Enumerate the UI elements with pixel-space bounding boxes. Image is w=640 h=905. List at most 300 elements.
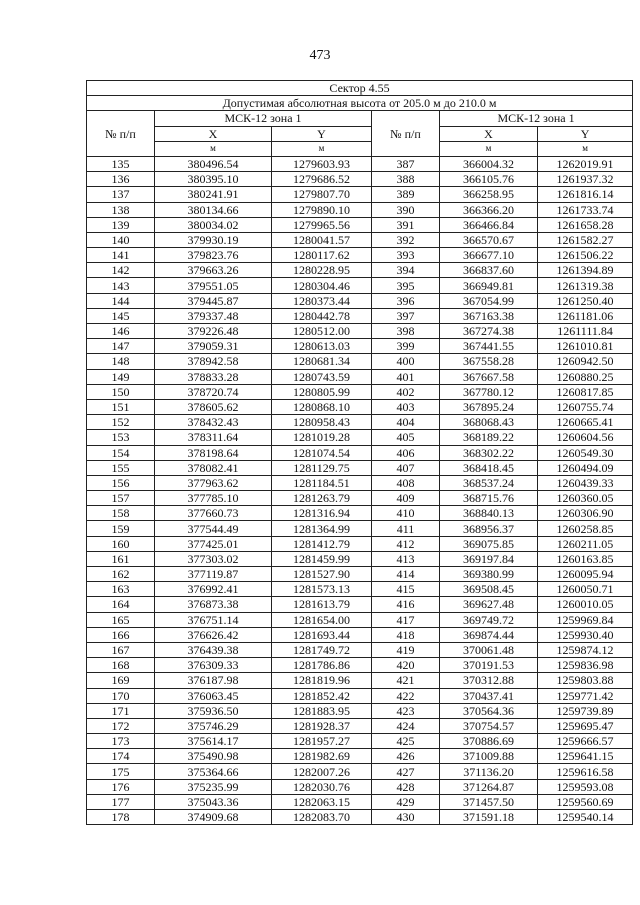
x-value-left: 375490.98 xyxy=(155,749,272,764)
y-value-left: 1281693.44 xyxy=(272,627,372,642)
x-value-right: 370886.69 xyxy=(440,734,538,749)
y-value-left: 1281412.79 xyxy=(272,536,372,551)
point-number-left: 177 xyxy=(87,794,155,809)
point-number-right: 424 xyxy=(372,718,440,733)
x-value-right: 368715.76 xyxy=(440,491,538,506)
table-row xyxy=(87,156,633,171)
point-number-left: 155 xyxy=(87,460,155,475)
point-number-left: 144 xyxy=(87,293,155,308)
y-value-right: 1261816.14 xyxy=(538,187,633,202)
x-value-right: 366004.32 xyxy=(440,156,538,171)
y-value-left: 1282063.15 xyxy=(272,794,372,809)
point-number-right: 399 xyxy=(372,339,440,354)
y-value-left: 1281749.72 xyxy=(272,642,372,657)
point-number-left: 143 xyxy=(87,278,155,293)
y-value-left: 1280743.59 xyxy=(272,369,372,384)
point-number-right: 404 xyxy=(372,415,440,430)
point-number-left: 169 xyxy=(87,673,155,688)
y-value-left: 1282007.26 xyxy=(272,764,372,779)
x-value-left: 379663.26 xyxy=(155,263,272,278)
point-number-right: 394 xyxy=(372,263,440,278)
point-number-right: 400 xyxy=(372,354,440,369)
table-row xyxy=(87,688,633,703)
y-value-right: 1260050.71 xyxy=(538,582,633,597)
point-number-right: 411 xyxy=(372,521,440,536)
x-value-right: 367895.24 xyxy=(440,399,538,414)
x-value-right: 370564.36 xyxy=(440,703,538,718)
x-value-right: 371457.50 xyxy=(440,794,538,809)
y-value-right: 1259930.40 xyxy=(538,627,633,642)
point-number-right: 407 xyxy=(372,460,440,475)
point-number-right: 425 xyxy=(372,734,440,749)
x-value-left: 378833.28 xyxy=(155,369,272,384)
table-row xyxy=(87,384,633,399)
point-number-right: 417 xyxy=(372,612,440,627)
point-number-left: 160 xyxy=(87,536,155,551)
y-value-left: 1279807.70 xyxy=(272,187,372,202)
x-value-right: 366105.76 xyxy=(440,172,538,187)
x-value-right: 366677.10 xyxy=(440,248,538,263)
point-number-right: 408 xyxy=(372,475,440,490)
x-value-left: 379930.19 xyxy=(155,232,272,247)
x-value-right: 370191.53 xyxy=(440,658,538,673)
table-row xyxy=(87,399,633,414)
x-value-left: 375043.36 xyxy=(155,794,272,809)
table-body xyxy=(87,156,633,824)
y-value-right: 1260010.05 xyxy=(538,597,633,612)
x-value-right: 369075.85 xyxy=(440,536,538,551)
table-row xyxy=(87,810,633,825)
x-value-right: 371009.88 xyxy=(440,749,538,764)
point-number-right: 429 xyxy=(372,794,440,809)
x-value-left: 379445.87 xyxy=(155,293,272,308)
point-number-right: 398 xyxy=(372,324,440,339)
table-row xyxy=(87,172,633,187)
point-number-left: 149 xyxy=(87,369,155,384)
table-row xyxy=(87,597,633,612)
table-row xyxy=(87,339,633,354)
point-number-right: 412 xyxy=(372,536,440,551)
point-number-left: 165 xyxy=(87,612,155,627)
x-value-left: 376187.98 xyxy=(155,673,272,688)
x-value-right: 369380.99 xyxy=(440,567,538,582)
y-value-left: 1281184.51 xyxy=(272,475,372,490)
point-number-right: 390 xyxy=(372,202,440,217)
y-value-right: 1260755.74 xyxy=(538,399,633,414)
y-value-right: 1261319.38 xyxy=(538,278,633,293)
point-number-right: 392 xyxy=(372,232,440,247)
point-number-right: 410 xyxy=(372,506,440,521)
y-unit-right: м xyxy=(538,141,633,156)
point-number-right: 395 xyxy=(372,278,440,293)
table-row xyxy=(87,415,633,430)
point-number-right: 423 xyxy=(372,703,440,718)
point-number-right: 413 xyxy=(372,551,440,566)
point-number-right: 420 xyxy=(372,658,440,673)
x-value-right: 366366.20 xyxy=(440,202,538,217)
point-number-left: 156 xyxy=(87,475,155,490)
x-value-left: 376626.42 xyxy=(155,627,272,642)
y-value-left: 1280117.62 xyxy=(272,248,372,263)
x-value-left: 379059.31 xyxy=(155,339,272,354)
y-value-right: 1261658.28 xyxy=(538,217,633,232)
x-value-left: 375936.50 xyxy=(155,703,272,718)
x-value-right: 369749.72 xyxy=(440,612,538,627)
x-value-left: 376439.38 xyxy=(155,642,272,657)
y-value-right: 1260665.41 xyxy=(538,415,633,430)
table-row xyxy=(87,217,633,232)
x-value-left: 379226.48 xyxy=(155,324,272,339)
x-value-left: 375364.66 xyxy=(155,764,272,779)
y-value-left: 1281573.13 xyxy=(272,582,372,597)
point-number-right: 422 xyxy=(372,688,440,703)
x-value-left: 377425.01 xyxy=(155,536,272,551)
point-number-right: 430 xyxy=(372,810,440,825)
point-number-left: 147 xyxy=(87,339,155,354)
x-value-left: 377544.49 xyxy=(155,521,272,536)
y-value-left: 1281654.00 xyxy=(272,612,372,627)
x-value-left: 375746.29 xyxy=(155,718,272,733)
y-value-left: 1280681.34 xyxy=(272,354,372,369)
point-number-left: 170 xyxy=(87,688,155,703)
x-value-right: 367441.55 xyxy=(440,339,538,354)
point-number-left: 175 xyxy=(87,764,155,779)
y-value-right: 1259666.57 xyxy=(538,734,633,749)
x-header-right: X xyxy=(440,126,538,141)
x-value-left: 377303.02 xyxy=(155,551,272,566)
y-value-right: 1261181.06 xyxy=(538,308,633,323)
coordinates-table xyxy=(86,80,633,825)
point-number-left: 151 xyxy=(87,399,155,414)
x-value-left: 378605.62 xyxy=(155,399,272,414)
y-value-left: 1280228.95 xyxy=(272,263,372,278)
y-value-right: 1260604.56 xyxy=(538,430,633,445)
y-value-right: 1261394.89 xyxy=(538,263,633,278)
y-value-left: 1280512.00 xyxy=(272,324,372,339)
y-value-left: 1279603.93 xyxy=(272,156,372,171)
table-row xyxy=(87,324,633,339)
x-value-right: 367780.12 xyxy=(440,384,538,399)
point-number-right: 414 xyxy=(372,567,440,582)
table-row xyxy=(87,521,633,536)
y-value-right: 1260258.85 xyxy=(538,521,633,536)
y-value-left: 1281316.94 xyxy=(272,506,372,521)
table-row xyxy=(87,354,633,369)
x-value-right: 370312.88 xyxy=(440,673,538,688)
point-number-left: 138 xyxy=(87,202,155,217)
x-value-left: 379337.48 xyxy=(155,308,272,323)
y-value-left: 1280442.78 xyxy=(272,308,372,323)
point-number-right: 389 xyxy=(372,187,440,202)
table-row xyxy=(87,718,633,733)
x-value-left: 380034.02 xyxy=(155,217,272,232)
y-value-right: 1259593.08 xyxy=(538,779,633,794)
point-number-right: 391 xyxy=(372,217,440,232)
y-value-right: 1262019.91 xyxy=(538,156,633,171)
y-value-right: 1261937.32 xyxy=(538,172,633,187)
y-value-right: 1259836.98 xyxy=(538,658,633,673)
x-value-left: 376063.45 xyxy=(155,688,272,703)
num-header-right: № п/п xyxy=(372,111,440,157)
x-value-right: 369874.44 xyxy=(440,627,538,642)
point-number-right: 409 xyxy=(372,491,440,506)
point-number-left: 168 xyxy=(87,658,155,673)
table-row xyxy=(87,794,633,809)
point-number-right: 418 xyxy=(372,627,440,642)
x-value-right: 366570.67 xyxy=(440,232,538,247)
table-row xyxy=(87,582,633,597)
point-number-right: 427 xyxy=(372,764,440,779)
x-value-right: 371264.87 xyxy=(440,779,538,794)
y-value-left: 1280041.57 xyxy=(272,232,372,247)
y-value-right: 1260360.05 xyxy=(538,491,633,506)
height-title: Допустимая абсолютная высота от 205.0 м до 210.0 м xyxy=(87,96,633,111)
sector-title: Сектор 4.55 xyxy=(87,81,633,96)
system-label-left: МСК-12 зона 1 xyxy=(155,111,372,126)
y-value-left: 1279686.52 xyxy=(272,172,372,187)
point-number-left: 139 xyxy=(87,217,155,232)
y-value-right: 1260549.30 xyxy=(538,445,633,460)
table-row xyxy=(87,369,633,384)
y-value-right: 1261010.81 xyxy=(538,339,633,354)
x-unit-left: м xyxy=(155,141,272,156)
table-row xyxy=(87,460,633,475)
y-value-left: 1281786.86 xyxy=(272,658,372,673)
point-number-left: 152 xyxy=(87,415,155,430)
table-row xyxy=(87,506,633,521)
y-value-right: 1259803.88 xyxy=(538,673,633,688)
y-value-right: 1259739.89 xyxy=(538,703,633,718)
table-row xyxy=(87,673,633,688)
x-value-left: 375235.99 xyxy=(155,779,272,794)
y-value-left: 1281819.96 xyxy=(272,673,372,688)
table-row xyxy=(87,187,633,202)
point-number-right: 426 xyxy=(372,749,440,764)
x-value-right: 367163.38 xyxy=(440,308,538,323)
point-number-left: 148 xyxy=(87,354,155,369)
y-value-right: 1260306.90 xyxy=(538,506,633,521)
point-number-left: 154 xyxy=(87,445,155,460)
x-value-right: 368302.22 xyxy=(440,445,538,460)
y-value-right: 1259641.15 xyxy=(538,749,633,764)
point-number-left: 141 xyxy=(87,248,155,263)
table-row xyxy=(87,430,633,445)
x-value-left: 378082.41 xyxy=(155,460,272,475)
y-unit-left: м xyxy=(272,141,372,156)
y-value-left: 1280613.03 xyxy=(272,339,372,354)
y-value-right: 1260211.05 xyxy=(538,536,633,551)
y-value-right: 1260439.33 xyxy=(538,475,633,490)
table-row xyxy=(87,263,633,278)
y-value-left: 1281957.27 xyxy=(272,734,372,749)
y-value-right: 1259560.69 xyxy=(538,794,633,809)
y-value-right: 1260095.94 xyxy=(538,567,633,582)
y-value-left: 1280805.99 xyxy=(272,384,372,399)
table-row xyxy=(87,536,633,551)
x-value-right: 370437.41 xyxy=(440,688,538,703)
y-value-left: 1281263.79 xyxy=(272,491,372,506)
x-value-right: 366466.84 xyxy=(440,217,538,232)
y-value-left: 1281129.75 xyxy=(272,460,372,475)
x-value-left: 376992.41 xyxy=(155,582,272,597)
point-number-left: 150 xyxy=(87,384,155,399)
x-value-left: 378198.64 xyxy=(155,445,272,460)
point-number-left: 163 xyxy=(87,582,155,597)
point-number-left: 161 xyxy=(87,551,155,566)
point-number-left: 172 xyxy=(87,718,155,733)
y-value-right: 1260817.85 xyxy=(538,384,633,399)
y-value-right: 1259874.12 xyxy=(538,642,633,657)
y-value-left: 1281982.69 xyxy=(272,749,372,764)
y-value-right: 1261582.27 xyxy=(538,232,633,247)
x-value-left: 377785.10 xyxy=(155,491,272,506)
table-row xyxy=(87,612,633,627)
system-label-right: МСК-12 зона 1 xyxy=(440,111,633,126)
point-number-left: 166 xyxy=(87,627,155,642)
table-row xyxy=(87,749,633,764)
point-number-left: 158 xyxy=(87,506,155,521)
x-value-right: 368418.45 xyxy=(440,460,538,475)
point-number-left: 178 xyxy=(87,810,155,825)
table-row xyxy=(87,658,633,673)
x-value-left: 375614.17 xyxy=(155,734,272,749)
x-value-left: 376309.33 xyxy=(155,658,272,673)
point-number-left: 137 xyxy=(87,187,155,202)
x-value-left: 374909.68 xyxy=(155,810,272,825)
point-number-left: 153 xyxy=(87,430,155,445)
point-number-right: 396 xyxy=(372,293,440,308)
point-number-left: 142 xyxy=(87,263,155,278)
x-value-left: 380241.91 xyxy=(155,187,272,202)
y-value-right: 1260880.25 xyxy=(538,369,633,384)
point-number-right: 397 xyxy=(372,308,440,323)
x-value-right: 369197.84 xyxy=(440,551,538,566)
point-number-right: 393 xyxy=(372,248,440,263)
point-number-left: 157 xyxy=(87,491,155,506)
table-row xyxy=(87,642,633,657)
point-number-right: 401 xyxy=(372,369,440,384)
x-value-left: 378720.74 xyxy=(155,384,272,399)
point-number-right: 416 xyxy=(372,597,440,612)
table-row xyxy=(87,734,633,749)
y-value-left: 1281527.90 xyxy=(272,567,372,582)
y-header-left: Y xyxy=(272,126,372,141)
x-value-right: 366949.81 xyxy=(440,278,538,293)
y-value-left: 1280958.43 xyxy=(272,415,372,430)
y-value-left: 1280868.10 xyxy=(272,399,372,414)
x-value-left: 376873.38 xyxy=(155,597,272,612)
y-header-right: Y xyxy=(538,126,633,141)
point-number-right: 428 xyxy=(372,779,440,794)
point-number-left: 140 xyxy=(87,232,155,247)
x-value-right: 370754.57 xyxy=(440,718,538,733)
x-value-left: 379823.76 xyxy=(155,248,272,263)
y-value-right: 1259616.58 xyxy=(538,764,633,779)
y-value-left: 1281019.28 xyxy=(272,430,372,445)
point-number-right: 415 xyxy=(372,582,440,597)
y-value-left: 1282083.70 xyxy=(272,810,372,825)
x-value-left: 380395.10 xyxy=(155,172,272,187)
y-value-right: 1259540.14 xyxy=(538,810,633,825)
table-row xyxy=(87,248,633,263)
y-value-left: 1279890.10 xyxy=(272,202,372,217)
y-value-left: 1281928.37 xyxy=(272,718,372,733)
table-row xyxy=(87,551,633,566)
y-value-right: 1260494.09 xyxy=(538,460,633,475)
point-number-left: 146 xyxy=(87,324,155,339)
point-number-left: 164 xyxy=(87,597,155,612)
y-value-right: 1259969.84 xyxy=(538,612,633,627)
y-value-right: 1259771.42 xyxy=(538,688,633,703)
x-value-right: 368840.13 xyxy=(440,506,538,521)
x-value-right: 366258.95 xyxy=(440,187,538,202)
point-number-right: 406 xyxy=(372,445,440,460)
point-number-left: 159 xyxy=(87,521,155,536)
x-header-left: X xyxy=(155,126,272,141)
point-number-right: 419 xyxy=(372,642,440,657)
y-value-right: 1261250.40 xyxy=(538,293,633,308)
x-value-left: 378432.43 xyxy=(155,415,272,430)
table-row xyxy=(87,491,633,506)
table-row xyxy=(87,232,633,247)
point-number-right: 405 xyxy=(372,430,440,445)
x-value-left: 376751.14 xyxy=(155,612,272,627)
table-row xyxy=(87,567,633,582)
point-number-left: 162 xyxy=(87,567,155,582)
table-row xyxy=(87,779,633,794)
point-number-left: 136 xyxy=(87,172,155,187)
x-value-right: 369627.48 xyxy=(440,597,538,612)
point-number-left: 167 xyxy=(87,642,155,657)
x-value-left: 379551.05 xyxy=(155,278,272,293)
table-row xyxy=(87,475,633,490)
point-number-left: 145 xyxy=(87,308,155,323)
x-value-right: 368189.22 xyxy=(440,430,538,445)
y-value-left: 1280304.46 xyxy=(272,278,372,293)
y-value-right: 1259695.47 xyxy=(538,718,633,733)
x-value-right: 368956.37 xyxy=(440,521,538,536)
x-value-right: 367274.38 xyxy=(440,324,538,339)
x-value-left: 377119.87 xyxy=(155,567,272,582)
x-value-right: 367558.28 xyxy=(440,354,538,369)
y-value-left: 1281613.79 xyxy=(272,597,372,612)
y-value-left: 1280373.44 xyxy=(272,293,372,308)
x-value-left: 380134.66 xyxy=(155,202,272,217)
point-number-right: 387 xyxy=(372,156,440,171)
table-row xyxy=(87,278,633,293)
table-row xyxy=(87,308,633,323)
y-value-right: 1260942.50 xyxy=(538,354,633,369)
x-value-right: 366837.60 xyxy=(440,263,538,278)
x-value-left: 377963.62 xyxy=(155,475,272,490)
point-number-right: 421 xyxy=(372,673,440,688)
point-number-right: 402 xyxy=(372,384,440,399)
x-value-left: 378311.64 xyxy=(155,430,272,445)
point-number-left: 135 xyxy=(87,156,155,171)
x-value-right: 368068.43 xyxy=(440,415,538,430)
table-row xyxy=(87,293,633,308)
y-value-left: 1279965.56 xyxy=(272,217,372,232)
point-number-left: 173 xyxy=(87,734,155,749)
x-value-right: 371136.20 xyxy=(440,764,538,779)
table-row xyxy=(87,764,633,779)
x-value-right: 367667.58 xyxy=(440,369,538,384)
y-value-left: 1281074.54 xyxy=(272,445,372,460)
table-row xyxy=(87,202,633,217)
table-row xyxy=(87,703,633,718)
x-value-left: 380496.54 xyxy=(155,156,272,171)
y-value-right: 1260163.85 xyxy=(538,551,633,566)
